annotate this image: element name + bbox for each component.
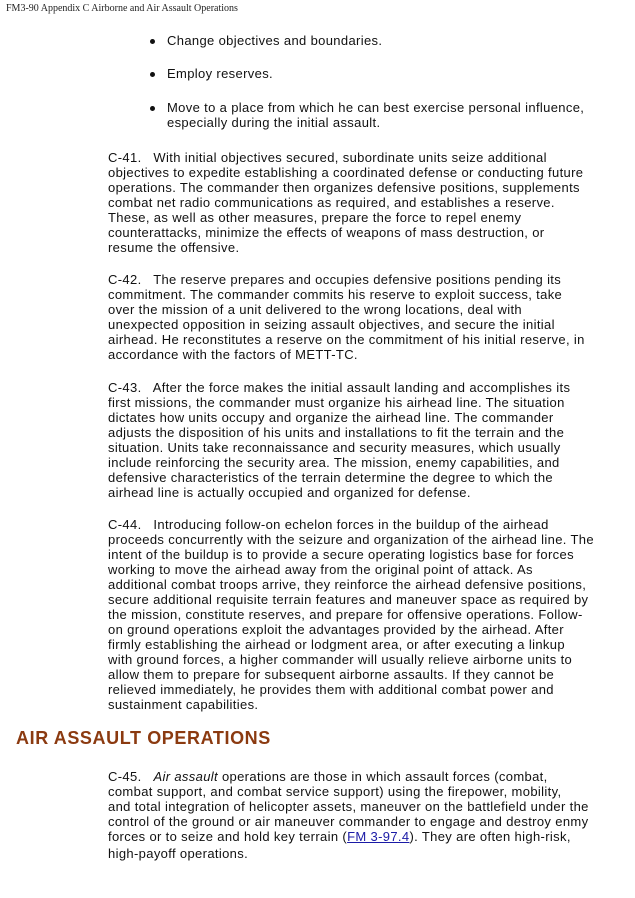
text-line: combat support, and combat service support) using the firepower, mobility,	[108, 784, 562, 799]
fm-3-97-4-link[interactable]: FM 3-97.4	[347, 829, 410, 844]
text-line: resume the offensive.	[108, 240, 240, 255]
text-line: commitment. The commander commits his reserve to exploit success, take	[108, 287, 563, 302]
bullet-text: especially during the initial assault.	[167, 115, 381, 130]
text-line: intent of the buildup is to provide a secure operating logistics base for forces	[108, 547, 574, 562]
text-line: accordance with the factors of METT-TC.	[108, 347, 358, 362]
text: ). They are often high-risk,	[409, 829, 571, 844]
text-line: adjusts the disposition of his units and installations to fit the terrain and the	[108, 425, 565, 440]
bullet-icon	[150, 39, 155, 44]
text-line: high-payoff operations.	[108, 846, 249, 861]
text-line: allow them to prepare for subsequent airborne assaults. If they cannot be	[108, 667, 555, 682]
text-line: combat net radio communications as required, and establishes a reserve.	[108, 195, 555, 210]
paragraph-c43	[108, 380, 618, 500]
bullet-icon	[150, 72, 155, 77]
text-line: counterattacks, minimize the effects of weapons of mass destruction, or	[108, 225, 545, 240]
text-line: C-41. With initial objectives secured, subordinate units seize additional	[108, 150, 547, 165]
text-line: These, as well as other measures, prepare the force to repel enemy	[108, 210, 522, 225]
text-line: the mission, constitute reserves, and prepare for offensive operations. Follow-	[108, 607, 583, 622]
text-line: additional combat troops arrive, they reinforce the airhead defensive positions,	[108, 577, 587, 592]
text-line: over the mission of a unit delivered to the wrong locations, deal with	[108, 302, 522, 317]
text-line: sustainment capabilities.	[108, 697, 259, 712]
text-line: secure additional requisite terrain features and maneuver space as required by	[108, 592, 589, 607]
text-line: first missions, the commander must organize his airhead line. The situation	[108, 395, 565, 410]
bullet-text: Move to a place from which he can best exercise personal influence,	[167, 100, 585, 115]
text-line: with ground forces, a higher commander will usually relieve airborne units to	[108, 652, 573, 667]
text-line: relieved immediately, he provides them with additional combat power and	[108, 682, 554, 697]
text-line: objectives to expedite establishing a coordinated defense or conducting future	[108, 165, 584, 180]
text-line: C-44. Introducing follow-on echelon forces in the buildup of the airhead	[108, 517, 549, 532]
paragraph-c44	[108, 517, 618, 712]
text-line: airhead line is actually occupied and organized for defense.	[108, 485, 471, 500]
text-line: and total integration of helicopter assets, maneuver on the battlefield under the	[108, 799, 589, 814]
text-line: control of the ground or air maneuver commander to engage and destroy enmy	[108, 814, 589, 829]
bullet-text: Employ reserves.	[167, 66, 274, 81]
para-number: C-45.	[108, 769, 154, 784]
text-line: C-42. The reserve prepares and occupies defensive positions pending its	[108, 272, 562, 287]
bullet-text: Change objectives and boundaries.	[167, 33, 383, 48]
text-line: defensive characteristics of the terrain determine the degree to which the	[108, 470, 554, 485]
text: operations are those in which assault forces (combat,	[217, 769, 548, 784]
paragraph-c41	[108, 150, 618, 255]
text-line: working to move the airhead away from the original point of attack. As	[108, 562, 533, 577]
text-line: C-43. After the force makes the initial assault landing and accomplishes its	[108, 380, 571, 395]
term-italic: Air assault	[153, 769, 218, 784]
paragraph-c45	[108, 769, 618, 861]
text-line: on ground operations exploit the advantages provided by the airhead. After	[108, 622, 564, 637]
text-line: dictates how units occupy and organize the airhead line. The commander	[108, 410, 554, 425]
text-line: proceeds concurrently with the seizure and organization of the airhead line. The	[108, 532, 594, 547]
text-line: include reinforcing the security area. The mission, enemy capabilities, and	[108, 455, 560, 470]
section-heading: AIR ASSAULT OPERATIONS	[16, 728, 271, 748]
text-line: firmly establishing the airhead or lodgment area, or after executing a linkup	[108, 637, 565, 652]
text-line: operations. The commander then organizes defensive positions, supplements	[108, 180, 580, 195]
running-header: FM3-90 Appendix C Airborne and Air Assault Operations	[6, 3, 238, 14]
text: forces or to seize and hold key terrain (	[108, 829, 348, 844]
paragraph-c42	[108, 272, 618, 362]
text-line: situation. Units take reconnaissance and security measures, which usually	[108, 440, 561, 455]
text-line: airhead. He reconstitutes a reserve on the commitment of his initial reserve, in	[108, 332, 585, 347]
bullet-icon	[150, 106, 155, 111]
text-line: unexpected opposition in seizing assault objectives, and secure the initial	[108, 317, 555, 332]
